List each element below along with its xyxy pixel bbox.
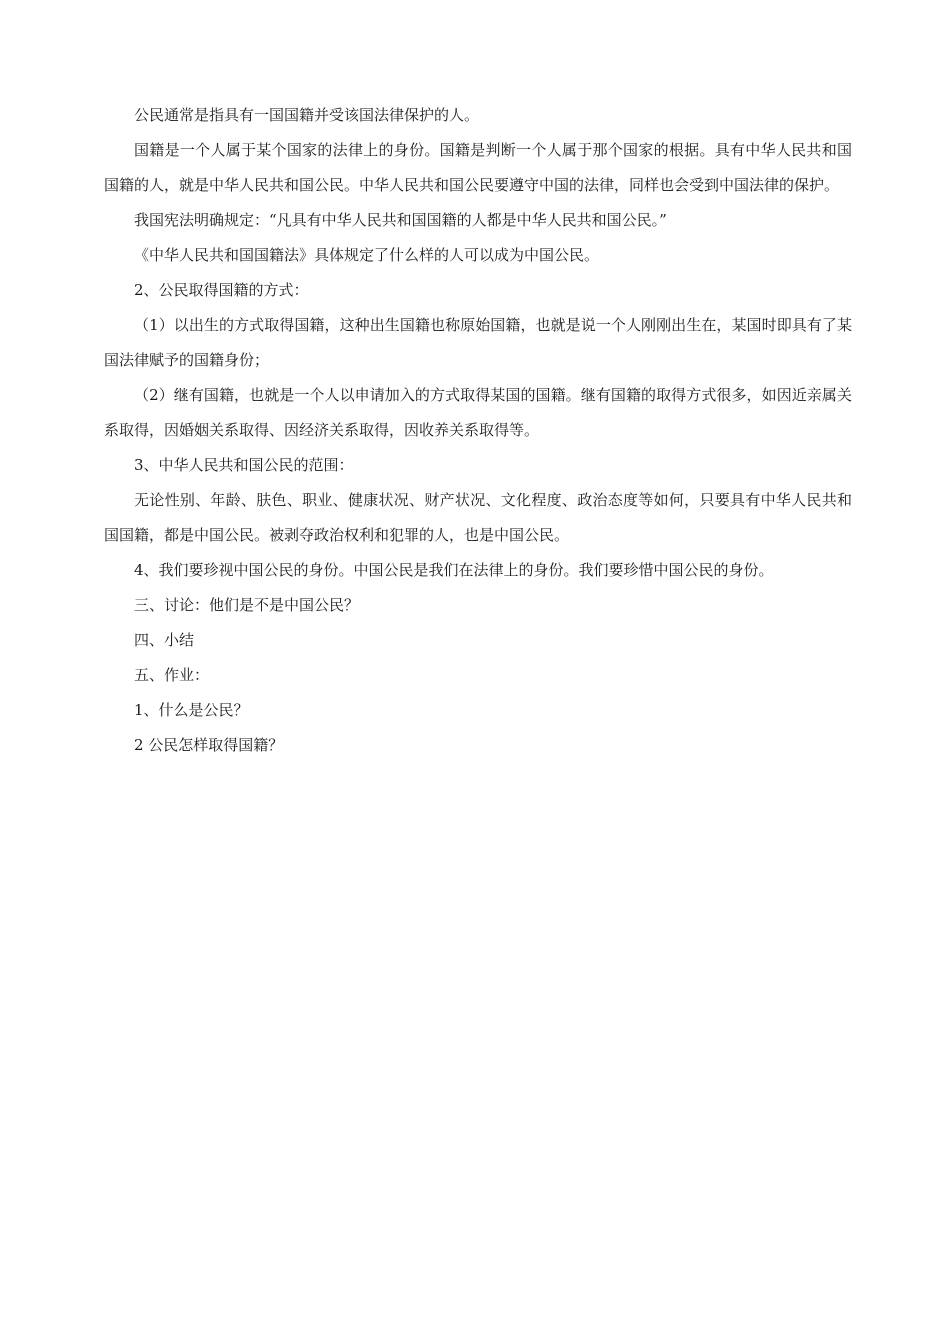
section-heading-acquisition: 2、公民取得国籍的方式： bbox=[134, 281, 309, 299]
paragraph-scope: 无论性别、年龄、肤色、职业、健康状况、财产状况、文化程度、政治态度等如何，只要具有中华人民共和国国籍，都是中国公民。被剥夺政治权利和犯罪的人，也是中国公民。 bbox=[104, 491, 852, 544]
homework-question-1: 1、什么是公民？ bbox=[134, 701, 249, 719]
section-heading-discussion: 三、讨论：他们是不是中国公民？ bbox=[134, 596, 360, 614]
paragraph-citizen-definition: 公民通常是指具有一国国籍并受该国法律保护的人。 bbox=[134, 106, 480, 124]
document-body bbox=[104, 98, 852, 763]
section-heading-homework: 五、作业： bbox=[134, 666, 210, 684]
paragraph-acquisition-birth: （1）以出生的方式取得国籍，这种出生国籍也称原始国籍，也就是说一个人刚刚出生在，某国时即具有了某国法律赋予的国籍身份； bbox=[104, 316, 852, 369]
section-heading-scope: 3、中华人民共和国公民的范围： bbox=[134, 456, 354, 474]
paragraph-nationality-definition: 国籍是一个人属于某个国家的法律上的身份。国籍是判断一个人属于那个国家的根据。具有中华人民共和国国籍的人，就是中华人民共和国公民。中华人民共和国公民要遵守中国的法律，同样也会受到中国法律的保护。 bbox=[104, 141, 852, 194]
paragraph-constitution-quote: 我国宪法明确规定：“凡具有中华人民共和国国籍的人都是中华人民共和国公民。” bbox=[134, 211, 667, 229]
homework-question-2: 2 公民怎样取得国籍？ bbox=[134, 736, 284, 754]
paragraph-nationality-law: 《中华人民共和国国籍法》具体规定了什么样的人可以成为中国公民。 bbox=[134, 246, 600, 264]
paragraph-acquisition-naturalization: （2）继有国籍，也就是一个人以申请加入的方式取得某国的国籍。继有国籍的取得方式很多，如因近亲属关系取得，因婚姻关系取得、因经济关系取得，因收养关系取得等。 bbox=[104, 386, 852, 439]
section-heading-summary: 四、小结 bbox=[134, 631, 195, 649]
paragraph-cherish-identity: 4、我们要珍视中国公民的身份。中国公民是我们在法律上的身份。我们要珍惜中国公民的身份。 bbox=[134, 561, 774, 579]
